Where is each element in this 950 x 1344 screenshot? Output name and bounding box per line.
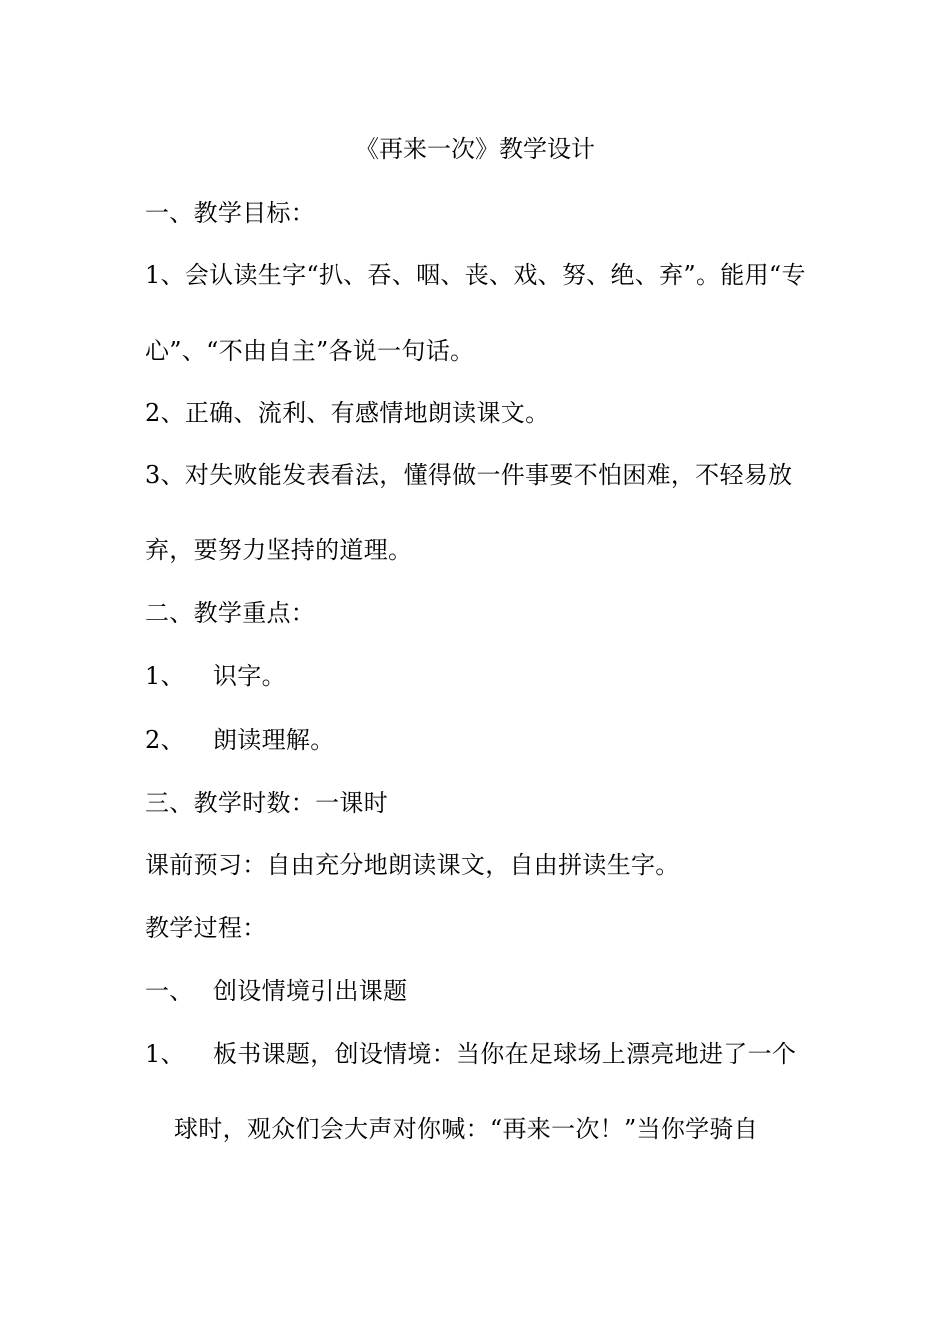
objective-2: 2、正确、流利、有感情地朗读课文。 <box>145 399 550 427</box>
list-item-text: 朗读理解。 <box>213 726 335 754</box>
section-heading-class-hours: 三、教学时数：一课时 <box>145 789 388 817</box>
objective-3-line-1: 3、对失败能发表看法，懂得做一件事要不怕困难，不轻易放 <box>145 461 793 489</box>
key-point-2 <box>145 725 335 755</box>
document-title: 《再来一次》教学设计 <box>355 135 595 163</box>
objective-1-line-2: 心”、“不由自主”各说一句话。 <box>145 337 475 365</box>
preview-instructions: 课前预习：自由充分地朗读课文，自由拼读生字。 <box>145 851 680 879</box>
process-step-1-heading <box>145 976 407 1006</box>
process-substep-1-line-2: 球时，观众们会大声对你喊：“再来一次！”当你学骑自 <box>174 1115 759 1143</box>
list-number: 1、 <box>145 662 185 690</box>
section-heading-teaching-process: 教学过程： <box>145 914 267 942</box>
list-item-text: 创设情境引出课题 <box>213 977 408 1005</box>
list-number: 1、 <box>145 1040 185 1068</box>
objective-3-line-2: 弃，要努力坚持的道理。 <box>145 536 413 564</box>
objective-1-line-1: 1、会认读生字“扒、吞、咽、丧、戏、努、绝、弃”。能用“专 <box>145 261 806 289</box>
process-substep-1-line-1 <box>145 1039 796 1069</box>
list-number: 2、 <box>145 726 185 754</box>
list-number: 一、 <box>145 977 194 1005</box>
section-heading-objectives: 一、教学目标： <box>145 199 316 227</box>
key-point-1 <box>145 661 286 691</box>
section-heading-key-points: 二、教学重点： <box>145 599 316 627</box>
list-item-text: 识字。 <box>213 662 286 690</box>
list-item-text: 板书课题，创设情境：当你在足球场上漂亮地进了一个 <box>213 1040 797 1068</box>
